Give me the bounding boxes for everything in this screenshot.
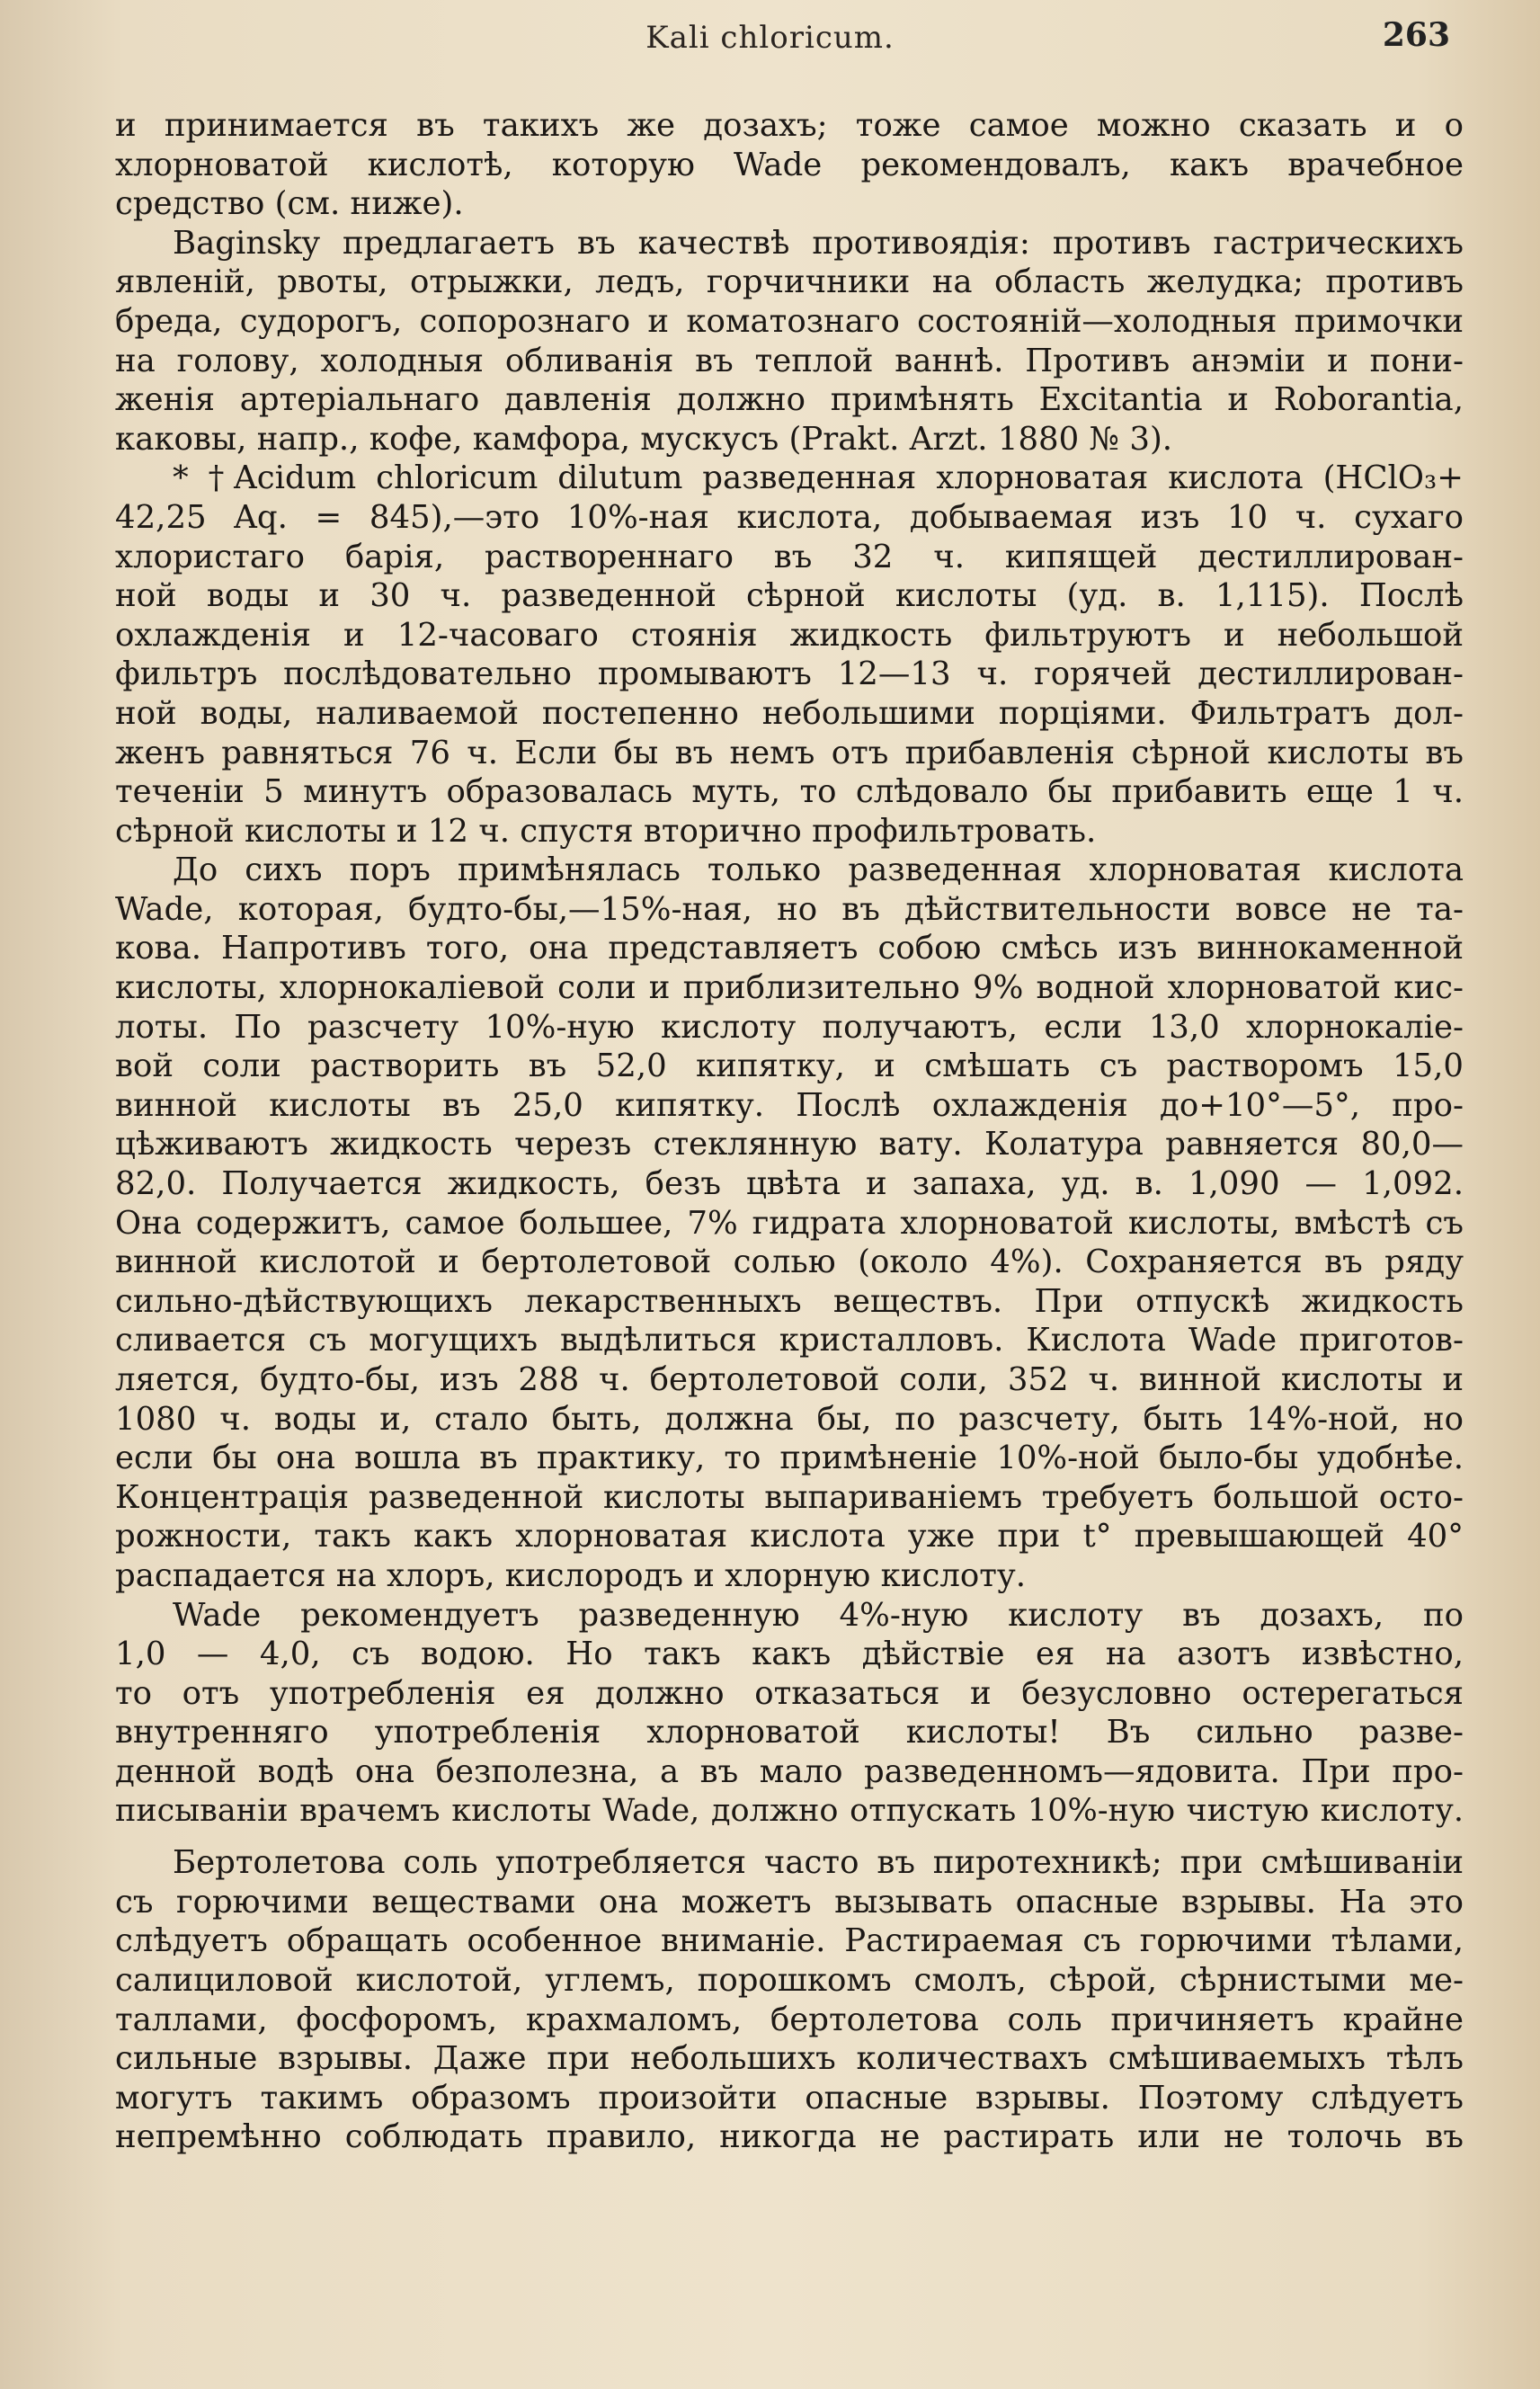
text-line: сѣрной кислоты и 12 ч. спустя вторично профильтровать.: [115, 812, 1097, 850]
text-line: винной кислотой и бертолетовой солью (около 4%). Сохраняется въ ряду: [115, 1244, 1464, 1281]
paragraph: [115, 224, 1464, 459]
text-line: внутренняго употребленія хлорноватой кислоты! Въ сильно разве-: [115, 1714, 1464, 1752]
text-line: До сихъ поръ примѣнялась только разведенная хлорноватая кислота: [173, 851, 1464, 889]
paragraph: [115, 1596, 1464, 1832]
text-line: хлорноватой кислотѣ, которую Wade рекомендовалъ, какъ врачебное: [115, 146, 1464, 183]
text-line: * †Acidum chloricum dilutum разведенная хлорноватая кислота (HClO₃+: [173, 459, 1464, 497]
page-header: [0, 16, 1540, 70]
text-line: рожности, такъ какъ хлорноватая кислота уже при t° превышающей 40°: [115, 1518, 1464, 1556]
text-line: сильные взрывы. Даже при небольшихъ количествахъ смѣшиваемыхъ тѣлъ: [115, 2040, 1464, 2078]
text-line: женъ равняться 76 ч. Если бы въ немъ отъ прибавленія сѣрной кислоты въ: [115, 734, 1464, 771]
text-line: денной водѣ она безполезна, а въ мало разведенномъ—ядовита. При про-: [115, 1752, 1464, 1790]
paragraph: [115, 459, 1464, 851]
text-line: теченіи 5 минутъ образовалась муть, то слѣдовало бы прибавить еще 1 ч.: [115, 773, 1464, 811]
text-line: Она содержитъ, самое большее, 7% гидрата хлорноватой кислоты, вмѣстѣ съ: [115, 1204, 1464, 1242]
text-line: винной кислоты въ 25,0 кипятку. Послѣ охлажденія до+10°—5°, про-: [115, 1086, 1464, 1124]
text-line: ной воды и 30 ч. разведенной сѣрной кислоты (уд. в. 1,115). Послѣ: [115, 577, 1464, 615]
paragraph: [115, 106, 1464, 224]
text-line: женія артеріальнаго давленія должно примѣнять Excitantia и Roborantia,: [115, 381, 1464, 419]
text-line: 82,0. Получается жидкость, безъ цвѣта и запаха, уд. в. 1,090 — 1,092.: [115, 1165, 1464, 1203]
paragraph: [115, 1843, 1464, 2157]
text-line: ляется, будто-бы, изъ 288 ч. бертолетовой соли, 352 ч. винной кислоты и: [115, 1361, 1464, 1398]
text-line: салициловой кислотой, углемъ, порошкомъ смолъ, сѣрой, сѣрнистыми ме-: [115, 1961, 1464, 1999]
text-line: кислоты, хлорнокаліевой соли и приблизительно 9% водной хлорноватой кис-: [115, 969, 1464, 1007]
text-line: средство (см. ниже).: [115, 185, 464, 223]
text-line: Wade, которая, будто-бы,—15%-ная, но въ дѣйствительности вовсе не та-: [115, 890, 1464, 928]
text-line: Baginsky предлагаетъ въ качествѣ противоядія: противъ гастрическихъ: [173, 224, 1464, 262]
text-line: 42,25 Aq. = 845),—это 10%-ная кислота, добываемая изъ 10 ч. сухаго: [115, 498, 1464, 536]
text-line: и принимается въ такихъ же дозахъ; тоже самое можно сказать и о: [115, 107, 1464, 144]
text-line: явленій, рвоты, отрыжки, ледъ, горчичники на область желудка; противъ: [115, 263, 1464, 301]
text-line: хлористаго барія, раствореннаго въ 32 ч. кипящей дестиллирован-: [115, 538, 1464, 575]
text-line: Бертолетова соль употребляется часто въ пиротехникѣ; при смѣшиваніи: [173, 1844, 1464, 1882]
page-number: 263: [1382, 16, 1450, 54]
text-line: фильтръ послѣдовательно промываютъ 12—13 ч. горячей дестиллирован-: [115, 655, 1464, 693]
text-line: лоты. По разсчету 10%-ную кислоту получаютъ, если 13,0 хлорнокаліе-: [115, 1008, 1464, 1046]
text-line: слѣдуетъ обращать особенное вниманіе. Растираемая съ горючими тѣлами,: [115, 1922, 1464, 1960]
text-line: бреда, судорогъ, сопорознаго и коматознаго состояній—холодныя примочки: [115, 302, 1464, 340]
body-text: [115, 106, 1464, 2157]
text-line: Концентрація разведенной кислоты выпариваніемъ требуетъ большой осто-: [115, 1478, 1464, 1516]
text-line: могутъ такимъ образомъ произойти опасные взрывы. Поэтому слѣдуетъ: [115, 2079, 1464, 2117]
text-line: съ горючими веществами она можетъ вызывать опасные взрывы. На это: [115, 1883, 1464, 1921]
text-line: то отъ употребленія ея должно отказаться и безусловно остерегаться: [115, 1674, 1464, 1712]
text-line: писываніи врачемъ кислоты Wade, должно отпускать 10%-ную чистую кислоту.: [115, 1792, 1464, 1829]
text-line: охлажденія и 12-часоваго стоянія жидкость фильтруютъ и небольшой: [115, 616, 1464, 654]
text-line: 1080 ч. воды и, стало быть, должна бы, по разсчету, быть 14%-ной, но: [115, 1400, 1464, 1438]
text-line: сильно-дѣйствующихъ лекарственныхъ веществъ. При отпускѣ жидкость: [115, 1282, 1464, 1320]
text-line: если бы она вошла въ практику, то примѣненіе 10%-ной было-бы удобнѣе.: [115, 1440, 1464, 1477]
text-line: кова. Напротивъ того, она представляетъ собою смѣсь изъ виннокаменной: [115, 930, 1464, 967]
text-line: цѣживаютъ жидкость черезъ стеклянную вату. Колатура равняется 80,0—: [115, 1126, 1464, 1163]
running-head: Kali chloricum.: [645, 20, 895, 56]
paragraph: [115, 851, 1464, 1595]
text-line: таллами, фосфоромъ, крахмаломъ, бертолетова соль причиняетъ крайне: [115, 2001, 1464, 2038]
text-line: сливается съ могущихъ выдѣлиться кристалловъ. Кислота Wade приготов-: [115, 1322, 1464, 1359]
text-line: Wade рекомендуетъ разведенную 4%-ную кислоту въ дозахъ, по: [173, 1596, 1464, 1634]
text-line: ной воды, наливаемой постепенно небольшими порціями. Фильтратъ дол-: [115, 694, 1464, 732]
text-line: каковы, напр., кофе, камфора, мускусъ (Prakt. Arzt. 1880 № 3).: [115, 420, 1173, 458]
text-line: вой соли растворить въ 52,0 кипятку, и смѣшать съ растворомъ 15,0: [115, 1047, 1464, 1085]
text-line: 1,0 — 4,0, съ водою. Но такъ какъ дѣйствіе ея на азотъ извѣстно,: [115, 1636, 1464, 1673]
text-line: на голову, холодныя обливанія въ теплой ваннѣ. Противъ анэміи и пони-: [115, 342, 1464, 379]
text-line: непремѣнно соблюдать правило, никогда не растирать или не толочь въ: [115, 2118, 1464, 2156]
text-line: распадается на хлоръ, кислородъ и хлорную кислоту.: [115, 1556, 1027, 1594]
